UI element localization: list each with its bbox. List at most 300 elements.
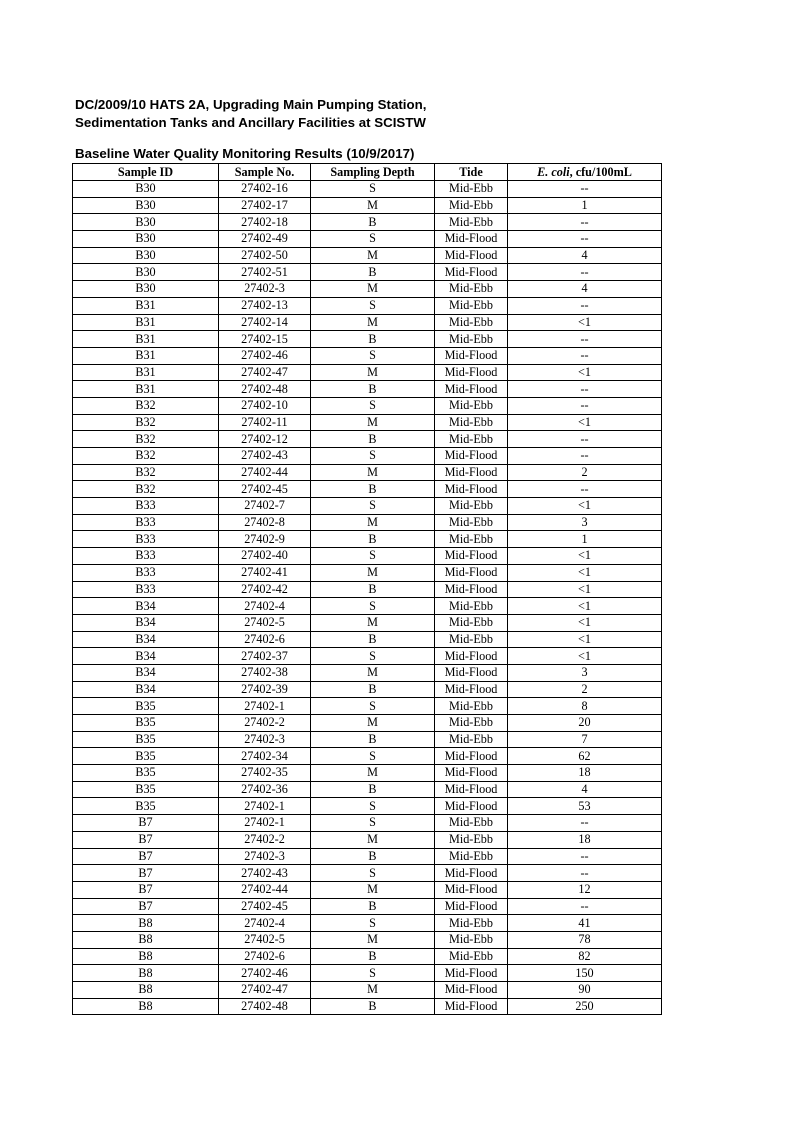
- document-title: [75, 96, 426, 132]
- table-row: [73, 414, 662, 431]
- table-row: [73, 681, 662, 698]
- cell-ecoli: 1: [508, 197, 662, 214]
- cell-sample-no: 27402-44: [219, 881, 311, 898]
- table-row: [73, 247, 662, 264]
- cell-sampling-depth: M: [311, 982, 435, 999]
- table-row: [73, 431, 662, 448]
- cell-ecoli: 7: [508, 731, 662, 748]
- cell-sample-no: 27402-1: [219, 698, 311, 715]
- results-table: [72, 163, 662, 1015]
- cell-sampling-depth: B: [311, 531, 435, 548]
- cell-ecoli: 3: [508, 514, 662, 531]
- cell-sample-no: 27402-35: [219, 765, 311, 782]
- table-row: [73, 581, 662, 598]
- cell-tide: Mid-Ebb: [435, 614, 508, 631]
- cell-sample-no: 27402-3: [219, 731, 311, 748]
- cell-sample-id: B31: [73, 347, 219, 364]
- cell-tide: Mid-Flood: [435, 898, 508, 915]
- cell-tide: Mid-Flood: [435, 648, 508, 665]
- cell-sample-id: B35: [73, 781, 219, 798]
- cell-sample-id: B8: [73, 982, 219, 999]
- cell-tide: Mid-Ebb: [435, 281, 508, 298]
- cell-sample-id: B7: [73, 881, 219, 898]
- header-tide: Tide: [435, 164, 508, 181]
- cell-sample-no: 27402-8: [219, 514, 311, 531]
- cell-tide: Mid-Flood: [435, 798, 508, 815]
- cell-sample-no: 27402-14: [219, 314, 311, 331]
- cell-sample-no: 27402-9: [219, 531, 311, 548]
- cell-tide: Mid-Ebb: [435, 848, 508, 865]
- table-row: [73, 848, 662, 865]
- cell-ecoli: <1: [508, 648, 662, 665]
- cell-tide: Mid-Flood: [435, 481, 508, 498]
- cell-sample-id: B30: [73, 231, 219, 248]
- table-row: [73, 214, 662, 231]
- cell-sample-id: B30: [73, 197, 219, 214]
- cell-sample-no: 27402-45: [219, 898, 311, 915]
- table-row: [73, 231, 662, 248]
- cell-sampling-depth: B: [311, 331, 435, 348]
- cell-sample-no: 27402-46: [219, 965, 311, 982]
- cell-sample-id: B7: [73, 815, 219, 832]
- cell-sample-id: B30: [73, 181, 219, 198]
- cell-sample-id: B35: [73, 765, 219, 782]
- cell-sampling-depth: S: [311, 347, 435, 364]
- cell-tide: Mid-Flood: [435, 548, 508, 565]
- cell-tide: Mid-Flood: [435, 364, 508, 381]
- table-row: [73, 314, 662, 331]
- cell-tide: Mid-Ebb: [435, 331, 508, 348]
- cell-sample-id: B31: [73, 331, 219, 348]
- cell-sample-id: B34: [73, 598, 219, 615]
- cell-sample-no: 27402-2: [219, 831, 311, 848]
- cell-ecoli: 4: [508, 781, 662, 798]
- cell-sampling-depth: S: [311, 798, 435, 815]
- cell-sampling-depth: M: [311, 414, 435, 431]
- cell-tide: Mid-Ebb: [435, 181, 508, 198]
- cell-ecoli: <1: [508, 631, 662, 648]
- table-row: [73, 798, 662, 815]
- cell-sampling-depth: M: [311, 715, 435, 732]
- cell-sample-no: 27402-10: [219, 397, 311, 414]
- cell-tide: Mid-Ebb: [435, 948, 508, 965]
- cell-ecoli: <1: [508, 364, 662, 381]
- cell-sampling-depth: M: [311, 197, 435, 214]
- cell-sample-no: 27402-18: [219, 214, 311, 231]
- cell-sampling-depth: M: [311, 564, 435, 581]
- table-row: [73, 915, 662, 932]
- cell-tide: Mid-Flood: [435, 982, 508, 999]
- cell-sampling-depth: B: [311, 581, 435, 598]
- cell-sample-no: 27402-41: [219, 564, 311, 581]
- table-row: [73, 614, 662, 631]
- cell-ecoli: --: [508, 481, 662, 498]
- table-row: [73, 598, 662, 615]
- cell-ecoli: --: [508, 331, 662, 348]
- cell-sample-no: 27402-4: [219, 915, 311, 932]
- cell-tide: Mid-Flood: [435, 464, 508, 481]
- table-row: [73, 548, 662, 565]
- cell-sample-no: 27402-11: [219, 414, 311, 431]
- header-sampling-depth: Sampling Depth: [311, 164, 435, 181]
- cell-sample-id: B30: [73, 264, 219, 281]
- table-header-row: [73, 164, 662, 181]
- table-row: [73, 281, 662, 298]
- cell-sample-id: B31: [73, 297, 219, 314]
- cell-tide: Mid-Ebb: [435, 698, 508, 715]
- table-row: [73, 982, 662, 999]
- table-row: [73, 815, 662, 832]
- cell-ecoli: <1: [508, 314, 662, 331]
- cell-sampling-depth: S: [311, 231, 435, 248]
- cell-sampling-depth: B: [311, 431, 435, 448]
- cell-ecoli: <1: [508, 598, 662, 615]
- table-row: [73, 881, 662, 898]
- cell-sample-no: 27402-42: [219, 581, 311, 598]
- cell-sample-no: 27402-2: [219, 715, 311, 732]
- table-row: [73, 381, 662, 398]
- cell-sample-id: B8: [73, 948, 219, 965]
- cell-sample-no: 27402-49: [219, 231, 311, 248]
- cell-ecoli: 4: [508, 281, 662, 298]
- table-row: [73, 748, 662, 765]
- cell-ecoli: <1: [508, 581, 662, 598]
- cell-sampling-depth: B: [311, 948, 435, 965]
- table-row: [73, 331, 662, 348]
- cell-tide: Mid-Ebb: [435, 731, 508, 748]
- cell-ecoli: --: [508, 231, 662, 248]
- cell-sampling-depth: S: [311, 448, 435, 465]
- table-row: [73, 181, 662, 198]
- cell-sample-id: B34: [73, 631, 219, 648]
- cell-ecoli: 18: [508, 765, 662, 782]
- cell-ecoli: --: [508, 865, 662, 882]
- table-row: [73, 464, 662, 481]
- cell-sample-id: B8: [73, 998, 219, 1015]
- cell-sample-id: B30: [73, 247, 219, 264]
- cell-sample-no: 27402-47: [219, 364, 311, 381]
- cell-tide: Mid-Ebb: [435, 197, 508, 214]
- cell-sampling-depth: S: [311, 915, 435, 932]
- cell-sample-id: B35: [73, 715, 219, 732]
- cell-sample-id: B33: [73, 581, 219, 598]
- cell-sampling-depth: B: [311, 781, 435, 798]
- cell-sampling-depth: M: [311, 881, 435, 898]
- cell-tide: Mid-Ebb: [435, 831, 508, 848]
- cell-sample-id: B31: [73, 381, 219, 398]
- cell-ecoli: 90: [508, 982, 662, 999]
- table-row: [73, 531, 662, 548]
- cell-ecoli: --: [508, 181, 662, 198]
- cell-sample-no: 27402-17: [219, 197, 311, 214]
- cell-ecoli: --: [508, 815, 662, 832]
- cell-tide: Mid-Ebb: [435, 631, 508, 648]
- table-row: [73, 831, 662, 848]
- cell-ecoli: --: [508, 214, 662, 231]
- table-row: [73, 698, 662, 715]
- cell-sampling-depth: S: [311, 698, 435, 715]
- cell-tide: Mid-Flood: [435, 998, 508, 1015]
- cell-tide: Mid-Flood: [435, 581, 508, 598]
- cell-sample-id: B8: [73, 965, 219, 982]
- cell-tide: Mid-Ebb: [435, 598, 508, 615]
- cell-sample-no: 27402-1: [219, 798, 311, 815]
- cell-ecoli: 2: [508, 681, 662, 698]
- cell-sample-id: B30: [73, 281, 219, 298]
- cell-sampling-depth: S: [311, 648, 435, 665]
- cell-sampling-depth: B: [311, 481, 435, 498]
- cell-sampling-depth: S: [311, 748, 435, 765]
- cell-tide: Mid-Ebb: [435, 431, 508, 448]
- cell-sample-id: B33: [73, 564, 219, 581]
- cell-sample-no: 27402-1: [219, 815, 311, 832]
- cell-ecoli: <1: [508, 614, 662, 631]
- cell-sample-id: B33: [73, 498, 219, 515]
- table-row: [73, 965, 662, 982]
- cell-sample-no: 27402-38: [219, 664, 311, 681]
- cell-sampling-depth: B: [311, 898, 435, 915]
- cell-sampling-depth: B: [311, 264, 435, 281]
- cell-tide: Mid-Flood: [435, 564, 508, 581]
- table-row: [73, 998, 662, 1015]
- cell-tide: Mid-Flood: [435, 748, 508, 765]
- cell-sampling-depth: S: [311, 397, 435, 414]
- cell-sample-id: B32: [73, 397, 219, 414]
- header-ecoli: [508, 164, 662, 181]
- cell-sampling-depth: M: [311, 931, 435, 948]
- cell-sampling-depth: S: [311, 297, 435, 314]
- cell-sample-id: B7: [73, 848, 219, 865]
- cell-sampling-depth: B: [311, 214, 435, 231]
- cell-sample-no: 27402-12: [219, 431, 311, 448]
- cell-sample-no: 27402-3: [219, 281, 311, 298]
- cell-sample-id: B32: [73, 431, 219, 448]
- table-row: [73, 481, 662, 498]
- cell-sampling-depth: S: [311, 865, 435, 882]
- cell-ecoli: 2: [508, 464, 662, 481]
- cell-tide: Mid-Flood: [435, 448, 508, 465]
- table-row: [73, 865, 662, 882]
- table-row: [73, 715, 662, 732]
- cell-sample-id: B31: [73, 314, 219, 331]
- table-row: [73, 514, 662, 531]
- cell-tide: Mid-Ebb: [435, 414, 508, 431]
- cell-ecoli: <1: [508, 498, 662, 515]
- cell-tide: Mid-Flood: [435, 664, 508, 681]
- document-title-line-1: DC/2009/10 HATS 2A, Upgrading Main Pumping Station,: [75, 97, 427, 112]
- cell-ecoli: --: [508, 448, 662, 465]
- cell-tide: Mid-Ebb: [435, 915, 508, 932]
- cell-tide: Mid-Ebb: [435, 314, 508, 331]
- cell-sampling-depth: S: [311, 548, 435, 565]
- cell-ecoli: 4: [508, 247, 662, 264]
- cell-ecoli: --: [508, 347, 662, 364]
- cell-sampling-depth: S: [311, 815, 435, 832]
- cell-sample-id: B32: [73, 448, 219, 465]
- table-row: [73, 664, 662, 681]
- cell-sample-no: 27402-13: [219, 297, 311, 314]
- cell-sampling-depth: B: [311, 631, 435, 648]
- cell-sample-no: 27402-50: [219, 247, 311, 264]
- cell-sample-id: B31: [73, 364, 219, 381]
- cell-tide: Mid-Ebb: [435, 214, 508, 231]
- cell-tide: Mid-Flood: [435, 781, 508, 798]
- cell-sample-id: B35: [73, 698, 219, 715]
- cell-sampling-depth: M: [311, 314, 435, 331]
- cell-ecoli: 3: [508, 664, 662, 681]
- cell-sampling-depth: S: [311, 965, 435, 982]
- cell-sampling-depth: S: [311, 181, 435, 198]
- cell-sample-no: 27402-36: [219, 781, 311, 798]
- cell-tide: Mid-Flood: [435, 264, 508, 281]
- header-sample-no: Sample No.: [219, 164, 311, 181]
- table-row: [73, 631, 662, 648]
- cell-ecoli: 78: [508, 931, 662, 948]
- cell-ecoli: --: [508, 297, 662, 314]
- cell-sampling-depth: M: [311, 514, 435, 531]
- cell-ecoli: 62: [508, 748, 662, 765]
- cell-ecoli: 1: [508, 531, 662, 548]
- table-row: [73, 898, 662, 915]
- table-row: [73, 948, 662, 965]
- cell-tide: Mid-Ebb: [435, 531, 508, 548]
- cell-sample-id: B34: [73, 681, 219, 698]
- cell-sampling-depth: B: [311, 731, 435, 748]
- cell-ecoli: 18: [508, 831, 662, 848]
- cell-tide: Mid-Flood: [435, 681, 508, 698]
- cell-ecoli: --: [508, 264, 662, 281]
- cell-ecoli: 20: [508, 715, 662, 732]
- cell-ecoli: --: [508, 431, 662, 448]
- cell-ecoli: --: [508, 898, 662, 915]
- cell-sampling-depth: M: [311, 664, 435, 681]
- cell-sample-id: B34: [73, 648, 219, 665]
- cell-sampling-depth: S: [311, 498, 435, 515]
- table-row: [73, 731, 662, 748]
- cell-tide: Mid-Ebb: [435, 297, 508, 314]
- cell-sample-no: 27402-39: [219, 681, 311, 698]
- table-body: [73, 181, 662, 1015]
- table-row: [73, 448, 662, 465]
- cell-sample-id: B32: [73, 481, 219, 498]
- cell-sample-no: 27402-44: [219, 464, 311, 481]
- cell-sample-no: 27402-4: [219, 598, 311, 615]
- cell-sample-id: B30: [73, 214, 219, 231]
- cell-ecoli: 12: [508, 881, 662, 898]
- cell-sample-no: 27402-16: [219, 181, 311, 198]
- cell-ecoli: 150: [508, 965, 662, 982]
- cell-sampling-depth: S: [311, 598, 435, 615]
- cell-sampling-depth: B: [311, 381, 435, 398]
- cell-tide: Mid-Flood: [435, 247, 508, 264]
- cell-tide: Mid-Flood: [435, 347, 508, 364]
- cell-tide: Mid-Flood: [435, 381, 508, 398]
- cell-ecoli: 82: [508, 948, 662, 965]
- cell-sample-no: 27402-48: [219, 381, 311, 398]
- cell-sample-no: 27402-43: [219, 865, 311, 882]
- cell-tide: Mid-Flood: [435, 865, 508, 882]
- cell-sample-no: 27402-45: [219, 481, 311, 498]
- cell-sample-id: B32: [73, 464, 219, 481]
- cell-sample-id: B8: [73, 931, 219, 948]
- cell-sample-no: 27402-5: [219, 931, 311, 948]
- cell-sample-no: 27402-5: [219, 614, 311, 631]
- table-row: [73, 297, 662, 314]
- cell-tide: Mid-Flood: [435, 231, 508, 248]
- table-row: [73, 931, 662, 948]
- cell-sample-no: 27402-34: [219, 748, 311, 765]
- cell-sample-id: B7: [73, 831, 219, 848]
- cell-sample-id: B32: [73, 414, 219, 431]
- cell-tide: Mid-Ebb: [435, 815, 508, 832]
- table-row: [73, 364, 662, 381]
- table-row: [73, 648, 662, 665]
- cell-ecoli: <1: [508, 414, 662, 431]
- cell-sample-no: 27402-40: [219, 548, 311, 565]
- cell-sampling-depth: M: [311, 831, 435, 848]
- cell-ecoli: 8: [508, 698, 662, 715]
- table-row: [73, 765, 662, 782]
- cell-sample-id: B33: [73, 531, 219, 548]
- cell-sample-id: B34: [73, 614, 219, 631]
- cell-ecoli: 41: [508, 915, 662, 932]
- cell-sample-no: 27402-6: [219, 948, 311, 965]
- cell-sampling-depth: M: [311, 464, 435, 481]
- cell-sample-id: B35: [73, 748, 219, 765]
- cell-sampling-depth: M: [311, 614, 435, 631]
- cell-sample-no: 27402-37: [219, 648, 311, 665]
- cell-sampling-depth: B: [311, 998, 435, 1015]
- header-ecoli-organism: E. coli: [537, 164, 570, 179]
- table-row: [73, 564, 662, 581]
- cell-sample-no: 27402-3: [219, 848, 311, 865]
- header-ecoli-unit: , cfu/100mL: [569, 164, 632, 179]
- cell-sample-no: 27402-7: [219, 498, 311, 515]
- cell-sample-id: B7: [73, 865, 219, 882]
- cell-tide: Mid-Ebb: [435, 514, 508, 531]
- cell-sample-no: 27402-48: [219, 998, 311, 1015]
- cell-tide: Mid-Flood: [435, 965, 508, 982]
- cell-sample-id: B7: [73, 898, 219, 915]
- cell-sampling-depth: M: [311, 364, 435, 381]
- cell-tide: Mid-Flood: [435, 881, 508, 898]
- cell-sample-no: 27402-51: [219, 264, 311, 281]
- cell-ecoli: 250: [508, 998, 662, 1015]
- cell-sample-no: 27402-47: [219, 982, 311, 999]
- cell-tide: Mid-Ebb: [435, 931, 508, 948]
- cell-tide: Mid-Ebb: [435, 715, 508, 732]
- cell-sampling-depth: B: [311, 681, 435, 698]
- cell-tide: Mid-Ebb: [435, 397, 508, 414]
- table-caption: Baseline Water Quality Monitoring Results (10/9/2017): [75, 146, 415, 161]
- cell-sample-id: B35: [73, 731, 219, 748]
- cell-sampling-depth: M: [311, 247, 435, 264]
- cell-ecoli: 53: [508, 798, 662, 815]
- cell-ecoli: --: [508, 848, 662, 865]
- cell-sample-id: B33: [73, 548, 219, 565]
- cell-sample-no: 27402-15: [219, 331, 311, 348]
- cell-sample-no: 27402-43: [219, 448, 311, 465]
- table-row: [73, 197, 662, 214]
- table-row: [73, 347, 662, 364]
- cell-sampling-depth: M: [311, 765, 435, 782]
- cell-sample-no: 27402-46: [219, 347, 311, 364]
- cell-sample-id: B8: [73, 915, 219, 932]
- document-title-line-2: Sedimentation Tanks and Ancillary Facilities at SCISTW: [75, 115, 426, 130]
- table-row: [73, 498, 662, 515]
- cell-ecoli: <1: [508, 548, 662, 565]
- cell-sampling-depth: B: [311, 848, 435, 865]
